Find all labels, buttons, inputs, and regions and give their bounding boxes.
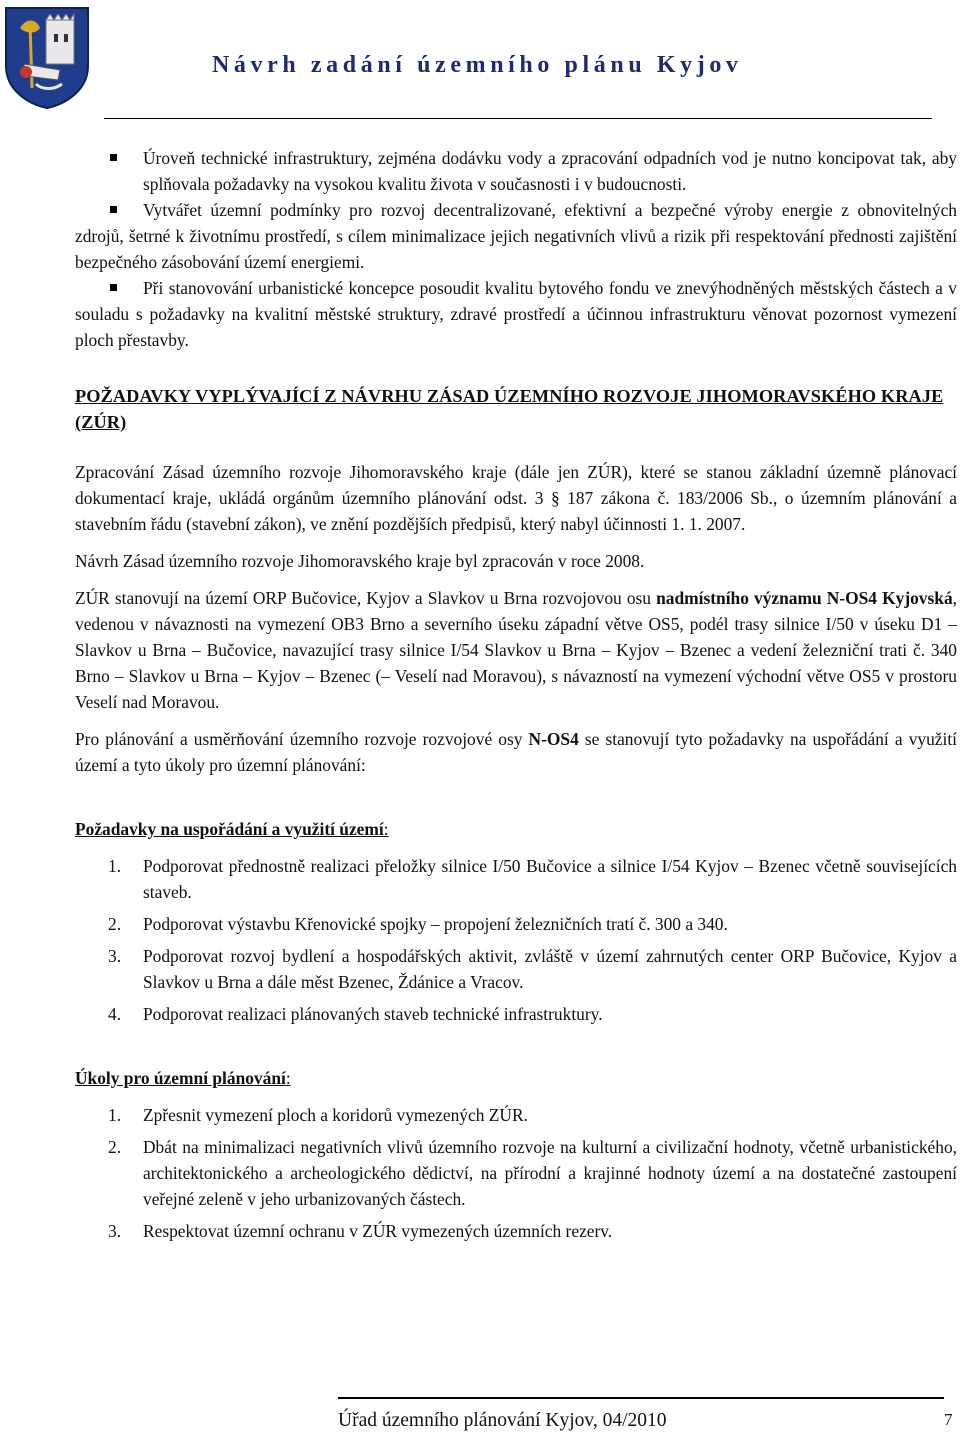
bullet-item: Úroveň technické infrastruktury, zejména dodávku vody a zpracování odpadních vod je nutno koncipovat tak, aby splňovala požadavky na vysokou kvalitu života v současnosti i v budoucnosti. <box>75 145 957 197</box>
axis-text-a: ZÚR stanovují na území ORP Bučovice, Kyjov a Slavkov u Brna rozvojovou osu <box>75 588 657 608</box>
tasks-heading-colon: : <box>285 1068 291 1088</box>
list-item <box>75 1001 957 1027</box>
list-item <box>75 943 957 995</box>
axis-name-bold: nadmístního významu N-OS4 Kyjovská <box>656 588 953 608</box>
tasks-list <box>75 1102 957 1244</box>
planning-axis-bold: N-OS4 <box>528 729 579 749</box>
footer-text: Úřad územního plánování Kyjov, 04/2010 <box>338 1410 667 1431</box>
list-number: 1. <box>108 856 122 876</box>
section-heading: POŽADAVKY VYPLÝVAJÍCÍ Z NÁVRHU ZÁSAD ÚZEMNÍHO ROZVOJE JIHOMORAVSKÉHO KRAJE (ZÚR) <box>75 386 944 432</box>
requirements-list <box>75 853 957 1027</box>
paragraph-zur-axis <box>75 585 957 715</box>
header-divider <box>104 118 932 119</box>
tasks-heading-text: Úkoly pro územní plánování <box>75 1068 286 1088</box>
list-text: Podporovat přednostně realizaci přeložky silnice I/50 Bučovice a silnice I/54 Kyjov – Bzenec včetně souvisejících staveb. <box>143 856 957 902</box>
document-title: Návrh zadání územního plánu Kyjov <box>212 52 743 78</box>
bullet-item: Při stanovování urbanistické koncepce posoudit kvalitu bytového fondu ve znevýhodněných městských částech a v souladu s požadavky na kvalitní městské struktury, zdravé prostředí a účinnou infrastrukturu věnovat pozornost vymezení ploch přestavby. <box>75 275 957 353</box>
tasks-heading <box>75 1065 957 1091</box>
planning-text-c: se stanovují tyto požadavky na uspořádání a využití území a tyto úkoly pro územní plánování: <box>75 729 957 775</box>
list-text: Podporovat realizaci plánovaných staveb technické infrastruktury. <box>143 1004 603 1024</box>
list-text: Zpřesnit vymezení ploch a koridorů vymezených ZÚR. <box>143 1105 528 1125</box>
requirements-heading-colon: : <box>383 819 389 839</box>
list-text: Podporovat rozvoj bydlení a hospodářských aktivit, zvláště v území zahrnutých center ORP Bučovice, Kyjov a Slavkov u Brna a dále měst Bzenec, Ždánice a Vracov. <box>143 946 957 992</box>
axis-text-c: , vedenou v návaznosti na vymezení OB3 Brno a severního úseku západní větve OS5, podél trasy silnice I/50 v úseku D1 – Slavkov u Brna – Bučovice, navazující trasy silnice I/54 Slavkov u Brna – Kyjov – Bzenec a vedení železniční trati č. 340 Brno – Slavkov u Brna – Kyjov – Bzenec (– Veselí nad Moravou), s návazností na vymezení východní větve OS5 v prostoru Veselí nad Moravou. <box>75 588 957 712</box>
bullet-item: Vytvářet územní podmínky pro rozvoj decentralizované, efektivní a bezpečné výroby energie z obnovitelných zdrojů, šetrné k životnímu prostředí, s cílem minimalizace jejich negativních vlivů a rizik při respektování přednosti zajištění bezpečného zásobování území energiemi. <box>75 197 957 275</box>
list-text: Respektovat územní ochranu v ZÚR vymezených územních rezerv. <box>143 1221 613 1241</box>
kyjov-coat-of-arms-icon <box>2 4 92 110</box>
page-number: 7 <box>944 1410 953 1429</box>
list-item <box>75 1102 957 1128</box>
paragraph-axis-planning <box>75 726 957 778</box>
paragraph-zur-intro: Zpracování Zásad územního rozvoje Jihomoravského kraje (dále jen ZÚR), které se stanou základní územně plánovací dokumentací kraje, ukládá orgánům územního plánování odst. 3 § 187 zákona č. 183/2006 Sb., o územním plánování a stavebním řádu (stavební zákon), ve znění pozdějších předpisů, který nabyl účinnosti 1. 1. 2007. <box>75 462 957 534</box>
list-text: Podporovat výstavbu Křenovické spojky – propojení železničních tratí č. 300 a 340. <box>143 914 728 934</box>
requirements-heading <box>75 816 957 842</box>
list-number: 1. <box>108 1105 122 1125</box>
list-number: 2. <box>108 1137 122 1157</box>
list-number: 3. <box>108 946 122 966</box>
list-number: 2. <box>108 914 122 934</box>
requirements-heading-text: Požadavky na uspořádání a využití území <box>75 819 384 839</box>
list-item <box>75 1218 957 1244</box>
list-number: 4. <box>108 1004 122 1024</box>
paragraph-zur-draft: Návrh Zásad územního rozvoje Jihomoravského kraje byl zpracován v roce 2008. <box>75 551 645 571</box>
planning-text-a: Pro plánování a usměrňování územního rozvoje rozvojové osy <box>75 729 529 749</box>
document-body <box>75 145 957 1250</box>
list-item <box>75 911 957 937</box>
list-text: Dbát na minimalizaci negativních vlivů územního rozvoje na kulturní a civilizační hodnoty, včetně urbanistického, architektonického a archeologického dědictví, na přírodní a krajinné hodnoty území a na dostatečné zastoupení veřejné zeleně v jeho urbanizovaných částech. <box>143 1137 957 1209</box>
list-number: 3. <box>108 1221 122 1241</box>
footer-divider <box>338 1397 944 1399</box>
list-item <box>75 1134 957 1212</box>
list-item <box>75 853 957 905</box>
